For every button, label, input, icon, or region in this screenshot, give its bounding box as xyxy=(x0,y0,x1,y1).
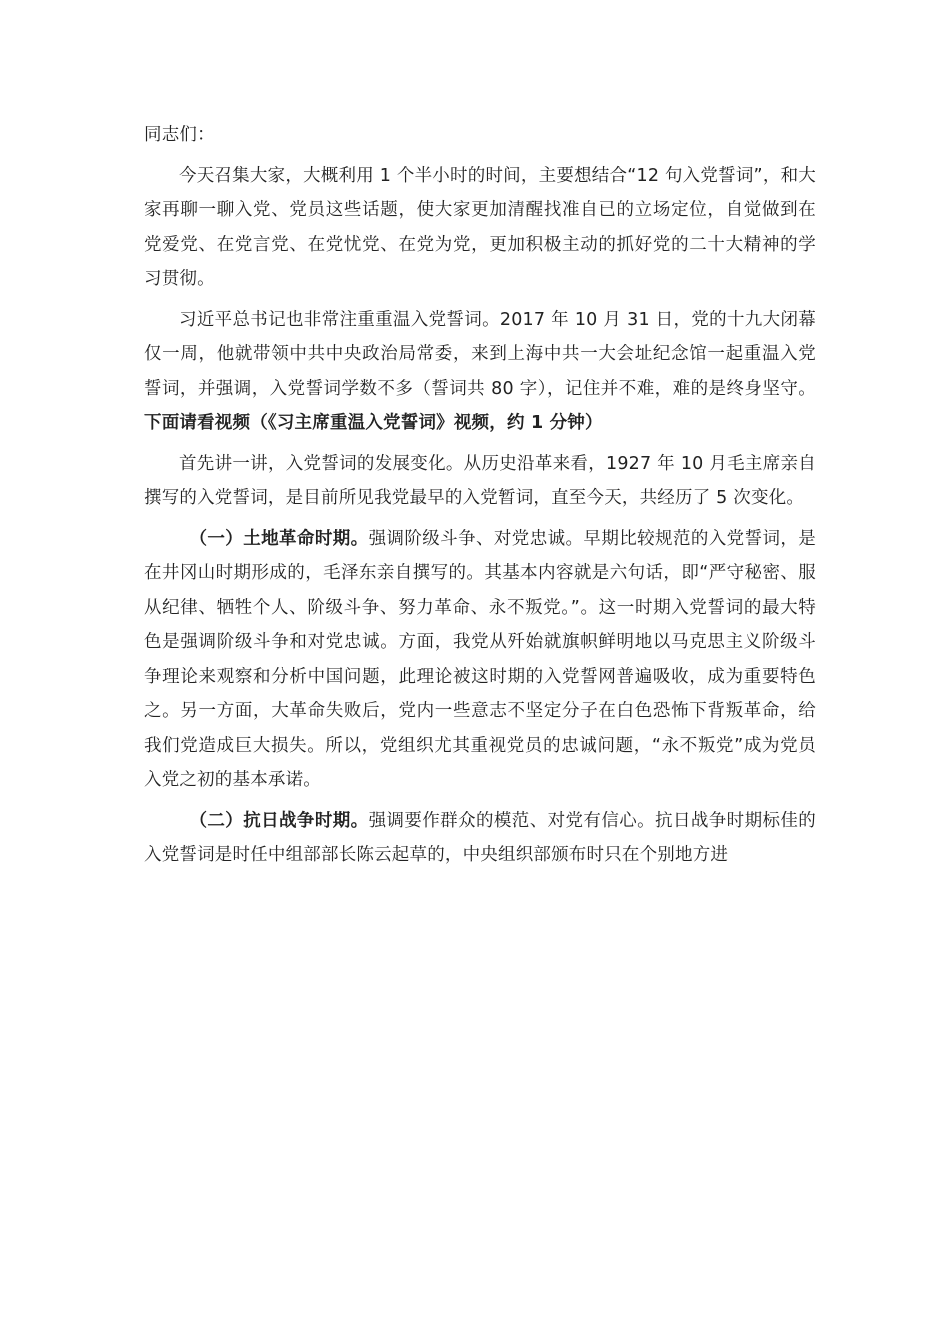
paragraph-history: 首先讲一讲，入党誓词的发展变化。从历史沿革来看，1927 年 10 月毛主席亲自撰写的入党誓词，是目前所见我党最早的入党暂词，直至今天，共经历了 5 次变化。 xyxy=(144,453,816,508)
document-body xyxy=(144,118,816,879)
greeting: 同志们： xyxy=(144,125,215,145)
video-instruction: 下面请看视频（《习主席重温入党誓词》视频，约 1 分钟） xyxy=(144,413,603,433)
paragraph-xi-oath xyxy=(144,303,816,441)
paragraph-period-one xyxy=(144,522,816,798)
paragraph-intro: 今天召集大家，大概利用 1 个半小时的时间，主要想结合“12 句入党誓词”，和大家再聊一聊入党、党员这些话题，使大家更加清醒找准自已的立场定位，自觉做到在党爱党、在党言党、在党忧党、在党为党，更加积极主动的抓好党的二十大精神的学习贯彻。 xyxy=(144,165,816,289)
paragraph-xi-oath-text: 习近平总书记也非常注重重温入党誓词。2017 年 10 月 31 日，党的十九大闭幕仅一周，他就带领中共中央政治局常委，来到上海中共一大会址纪念馆一起重温入党誓词，并强调，入党誓词学数不多（誓词共 80 字），记住并不难，难的是终身坚守。 xyxy=(144,309,816,399)
period-one-heading: （一）土地革命时期。 xyxy=(189,528,369,549)
period-two-text: 强调要作群众的模范、对党有信心。抗日战争时期标佳的入党誓词是时任中组部部长陈云起草的，中央组织部颁布时只在个别地方进 xyxy=(144,810,817,865)
paragraph-period-two xyxy=(144,804,816,873)
period-one-text: 强调阶级斗争、对党忠诚。早期比较规范的入党誓词，是在井冈山时期形成的，毛泽东亲自撰写的。其基本内容就是六句话，即“严守秘密、服从纪律、牺牲个人、阶级斗争、努力革命、永不叛党。”。这一时期入党誓词的最大特色是强调阶级斗争和对党忠诚。方面，我党从歼始就旗帜鲜明地以马克思主义阶级斗争理论来观察和分析中国问题，此理论被这时期的入党誓网普遍吸收，成为重要特色之。另一方面，大革命失败后，党内一些意志不坚定分子在白色恐怖下背叛革命，给我们党造成巨大损失。所以，党组织尤其重视党员的忠诚问题，“永不叛党”成为党员入党之初的基本承诺。 xyxy=(144,528,817,790)
period-two-heading: （二）抗日战争时期。 xyxy=(189,810,369,831)
